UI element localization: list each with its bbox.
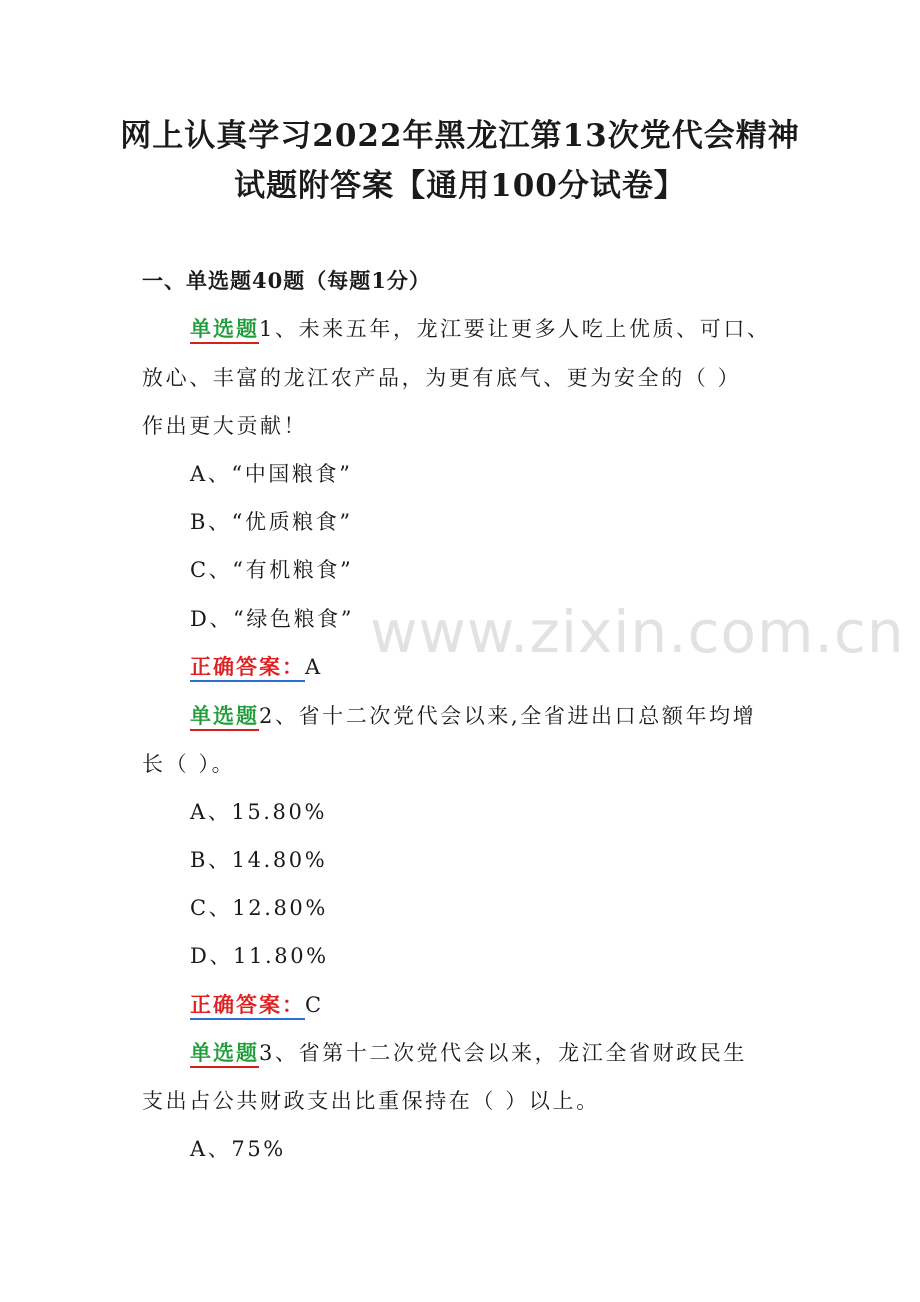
question-2-line-1 — [190, 701, 756, 731]
question-type-tag: 单选题 — [190, 316, 259, 344]
document-title-line-1: 网上认真学习2022年黑龙江第13次党代会精神 — [120, 118, 800, 154]
question-1-answer — [190, 652, 323, 682]
question-2-line-2: 长（ ）。 — [142, 752, 236, 776]
question-1-option-c: C、“有机粮食” — [190, 558, 354, 582]
section-heading: 一、单选题40题（每题1分） — [142, 268, 431, 293]
question-1-line-2: 放心、丰富的龙江农产品，为更有底气、更为安全的（ ） — [142, 366, 742, 390]
question-number: 2 — [259, 704, 275, 728]
question-3-option-a: A、75% — [190, 1137, 286, 1161]
question-type-tag: 单选题 — [190, 1040, 259, 1068]
question-2-answer — [190, 990, 324, 1020]
watermark: www.zixin.com.cn — [370, 598, 905, 666]
answer-value: C — [305, 993, 324, 1017]
question-number: 1 — [259, 317, 275, 341]
document-title-line-2: 试题附答案【通用100分试卷】 — [234, 168, 686, 204]
question-2-option-d: D、11.80% — [190, 944, 329, 968]
answer-tag: 正确答案： — [190, 654, 305, 682]
question-3-line-2: 支出占公共财政支出比重保持在（ ）以上。 — [142, 1089, 600, 1113]
question-text: 、省第十二次党代会以来，龙江全省财政民生 — [274, 1041, 747, 1065]
question-1-option-b: B、“优质粮食” — [190, 510, 353, 534]
question-number: 3 — [259, 1041, 275, 1065]
question-1-line-3: 作出更大贡献！ — [142, 414, 308, 438]
question-1-option-d: D、“绿色粮食” — [190, 607, 355, 631]
question-text: 、未来五年，龙江要让更多人吃上优质、可口、 — [274, 317, 771, 341]
question-type-tag: 单选题 — [190, 703, 259, 731]
answer-value: A — [305, 655, 323, 679]
question-1-line-1 — [190, 314, 771, 344]
question-2-option-c: C、12.80% — [190, 896, 328, 920]
question-1-option-a: A、“中国粮食” — [190, 462, 353, 486]
question-2-option-b: B、14.80% — [190, 848, 328, 872]
question-3-line-1 — [190, 1038, 747, 1068]
question-2-option-a: A、15.80% — [190, 800, 328, 824]
answer-tag: 正确答案： — [190, 992, 305, 1020]
question-text: 、省十二次党代会以来,全省进出口总额年均增 — [274, 704, 757, 728]
